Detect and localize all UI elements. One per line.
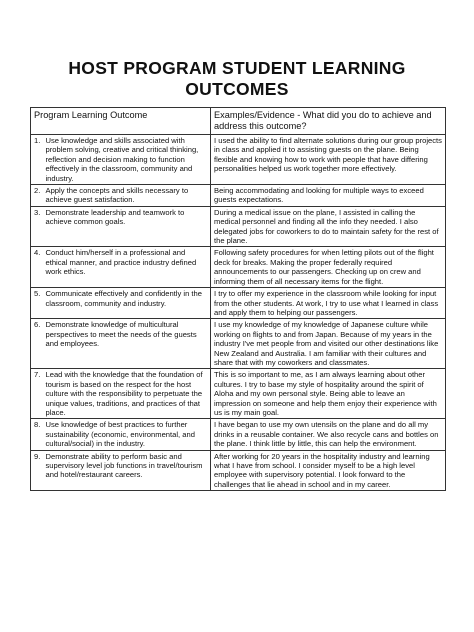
row-number: 5. bbox=[31, 288, 45, 319]
document-title bbox=[0, 58, 474, 100]
table-row bbox=[31, 206, 446, 247]
table-row bbox=[31, 135, 446, 185]
table-row bbox=[31, 369, 446, 419]
table-header-row bbox=[31, 108, 446, 135]
table-row bbox=[31, 319, 446, 369]
header-evidence: Examples/Evidence - What did you do to achieve and address this outcome? bbox=[211, 108, 446, 135]
row-number: 9. bbox=[31, 450, 45, 491]
table-row bbox=[31, 247, 446, 288]
row-outcome: Conduct him/herself in a professional and ethical manner, and practice industry defined work ethics. bbox=[45, 247, 211, 288]
learning-outcomes-table bbox=[30, 107, 446, 491]
row-evidence: Being accommodating and looking for multiple ways to exceed guests expectations. bbox=[211, 185, 446, 207]
row-number: 1. bbox=[31, 135, 45, 185]
row-number: 4. bbox=[31, 247, 45, 288]
row-outcome: Apply the concepts and skills necessary to achieve guest satisfaction. bbox=[45, 185, 211, 207]
table-row bbox=[31, 185, 446, 207]
table-row bbox=[31, 288, 446, 319]
row-outcome: Use knowledge and skills associated with problem solving, creative and critical thinking, reflection and decision making to function effectively in the classroom, community and industry. bbox=[45, 135, 211, 185]
row-number: 8. bbox=[31, 419, 45, 450]
row-outcome: Communicate effectively and confidently in the classroom, community and industry. bbox=[45, 288, 211, 319]
row-number: 2. bbox=[31, 185, 45, 207]
title-line-1: HOST PROGRAM STUDENT LEARNING bbox=[68, 58, 406, 78]
row-evidence: I use my knowledge of my knowledge of Japanese culture while working on flights to and from Japan. Because of my years in the industry I've met people from and visited our other destinations like New Zealand and Australia. I am familiar with their cultures and share that with my coworkers and classmates. bbox=[211, 319, 446, 369]
row-outcome: Demonstrate ability to perform basic and supervisory level job functions in travel/tourism and hotel/restaurant careers. bbox=[45, 450, 211, 491]
row-evidence: After working for 20 years in the hospitality industry and learning what I have from school. I consider myself to be a high level employee with supervisory potential. I look forward to the challenges that lie ahead in school and in my career. bbox=[211, 450, 446, 491]
row-evidence: This is so important to me, as I am always learning about other cultures. I try to base my style of hospitality around the spirit of Aloha and my own personal style. Being able to leave an impression on someone and help them enjoy their experience with us is my main goal. bbox=[211, 369, 446, 419]
header-outcome: Program Learning Outcome bbox=[31, 108, 211, 135]
row-outcome: Demonstrate leadership and teamwork to achieve common goals. bbox=[45, 206, 211, 247]
row-evidence: During a medical issue on the plane, I assisted in calling the medical personnel and finding all the info they needed. I also delegated jobs for coworkers to do to maintain safety for the rest of the plane. bbox=[211, 206, 446, 247]
row-number: 6. bbox=[31, 319, 45, 369]
row-evidence: I try to offer my experience in the classroom while looking for input from the other students. At work, I try to use what I learned in class and apply them to helping our passengers. bbox=[211, 288, 446, 319]
row-number: 3. bbox=[31, 206, 45, 247]
row-outcome: Use knowledge of best practices to further sustainability (economic, environmental, and cultural/social) in the industry. bbox=[45, 419, 211, 450]
row-evidence: Following safety procedures for when letting pilots out of the flight deck for breaks. Making the proper federally required announcements to our passengers. Checking up on crew and informing them of all necessary items for the flight. bbox=[211, 247, 446, 288]
table-row bbox=[31, 450, 446, 491]
title-line-2: OUTCOMES bbox=[185, 79, 289, 99]
row-number: 7. bbox=[31, 369, 45, 419]
row-evidence: I used the ability to find alternate solutions during our group projects in class and applied it to assisting guests on the plane. Being flexible and knowing how to work with people that have differing personalities helped us work together more effectively. bbox=[211, 135, 446, 185]
table-row bbox=[31, 419, 446, 450]
row-evidence: I have began to use my own utensils on the plane and do all my drinks in a reusable container. We also recycle cans and bottles on the plane. I think little by little, this can help the environment. bbox=[211, 419, 446, 450]
row-outcome: Lead with the knowledge that the foundation of tourism is based on the respect for the host culture with the responsibility to perpetuate the unique values, traditions, and practices of that place. bbox=[45, 369, 211, 419]
row-outcome: Demonstrate knowledge of multicultural perspectives to meet the needs of the guests and employees. bbox=[45, 319, 211, 369]
